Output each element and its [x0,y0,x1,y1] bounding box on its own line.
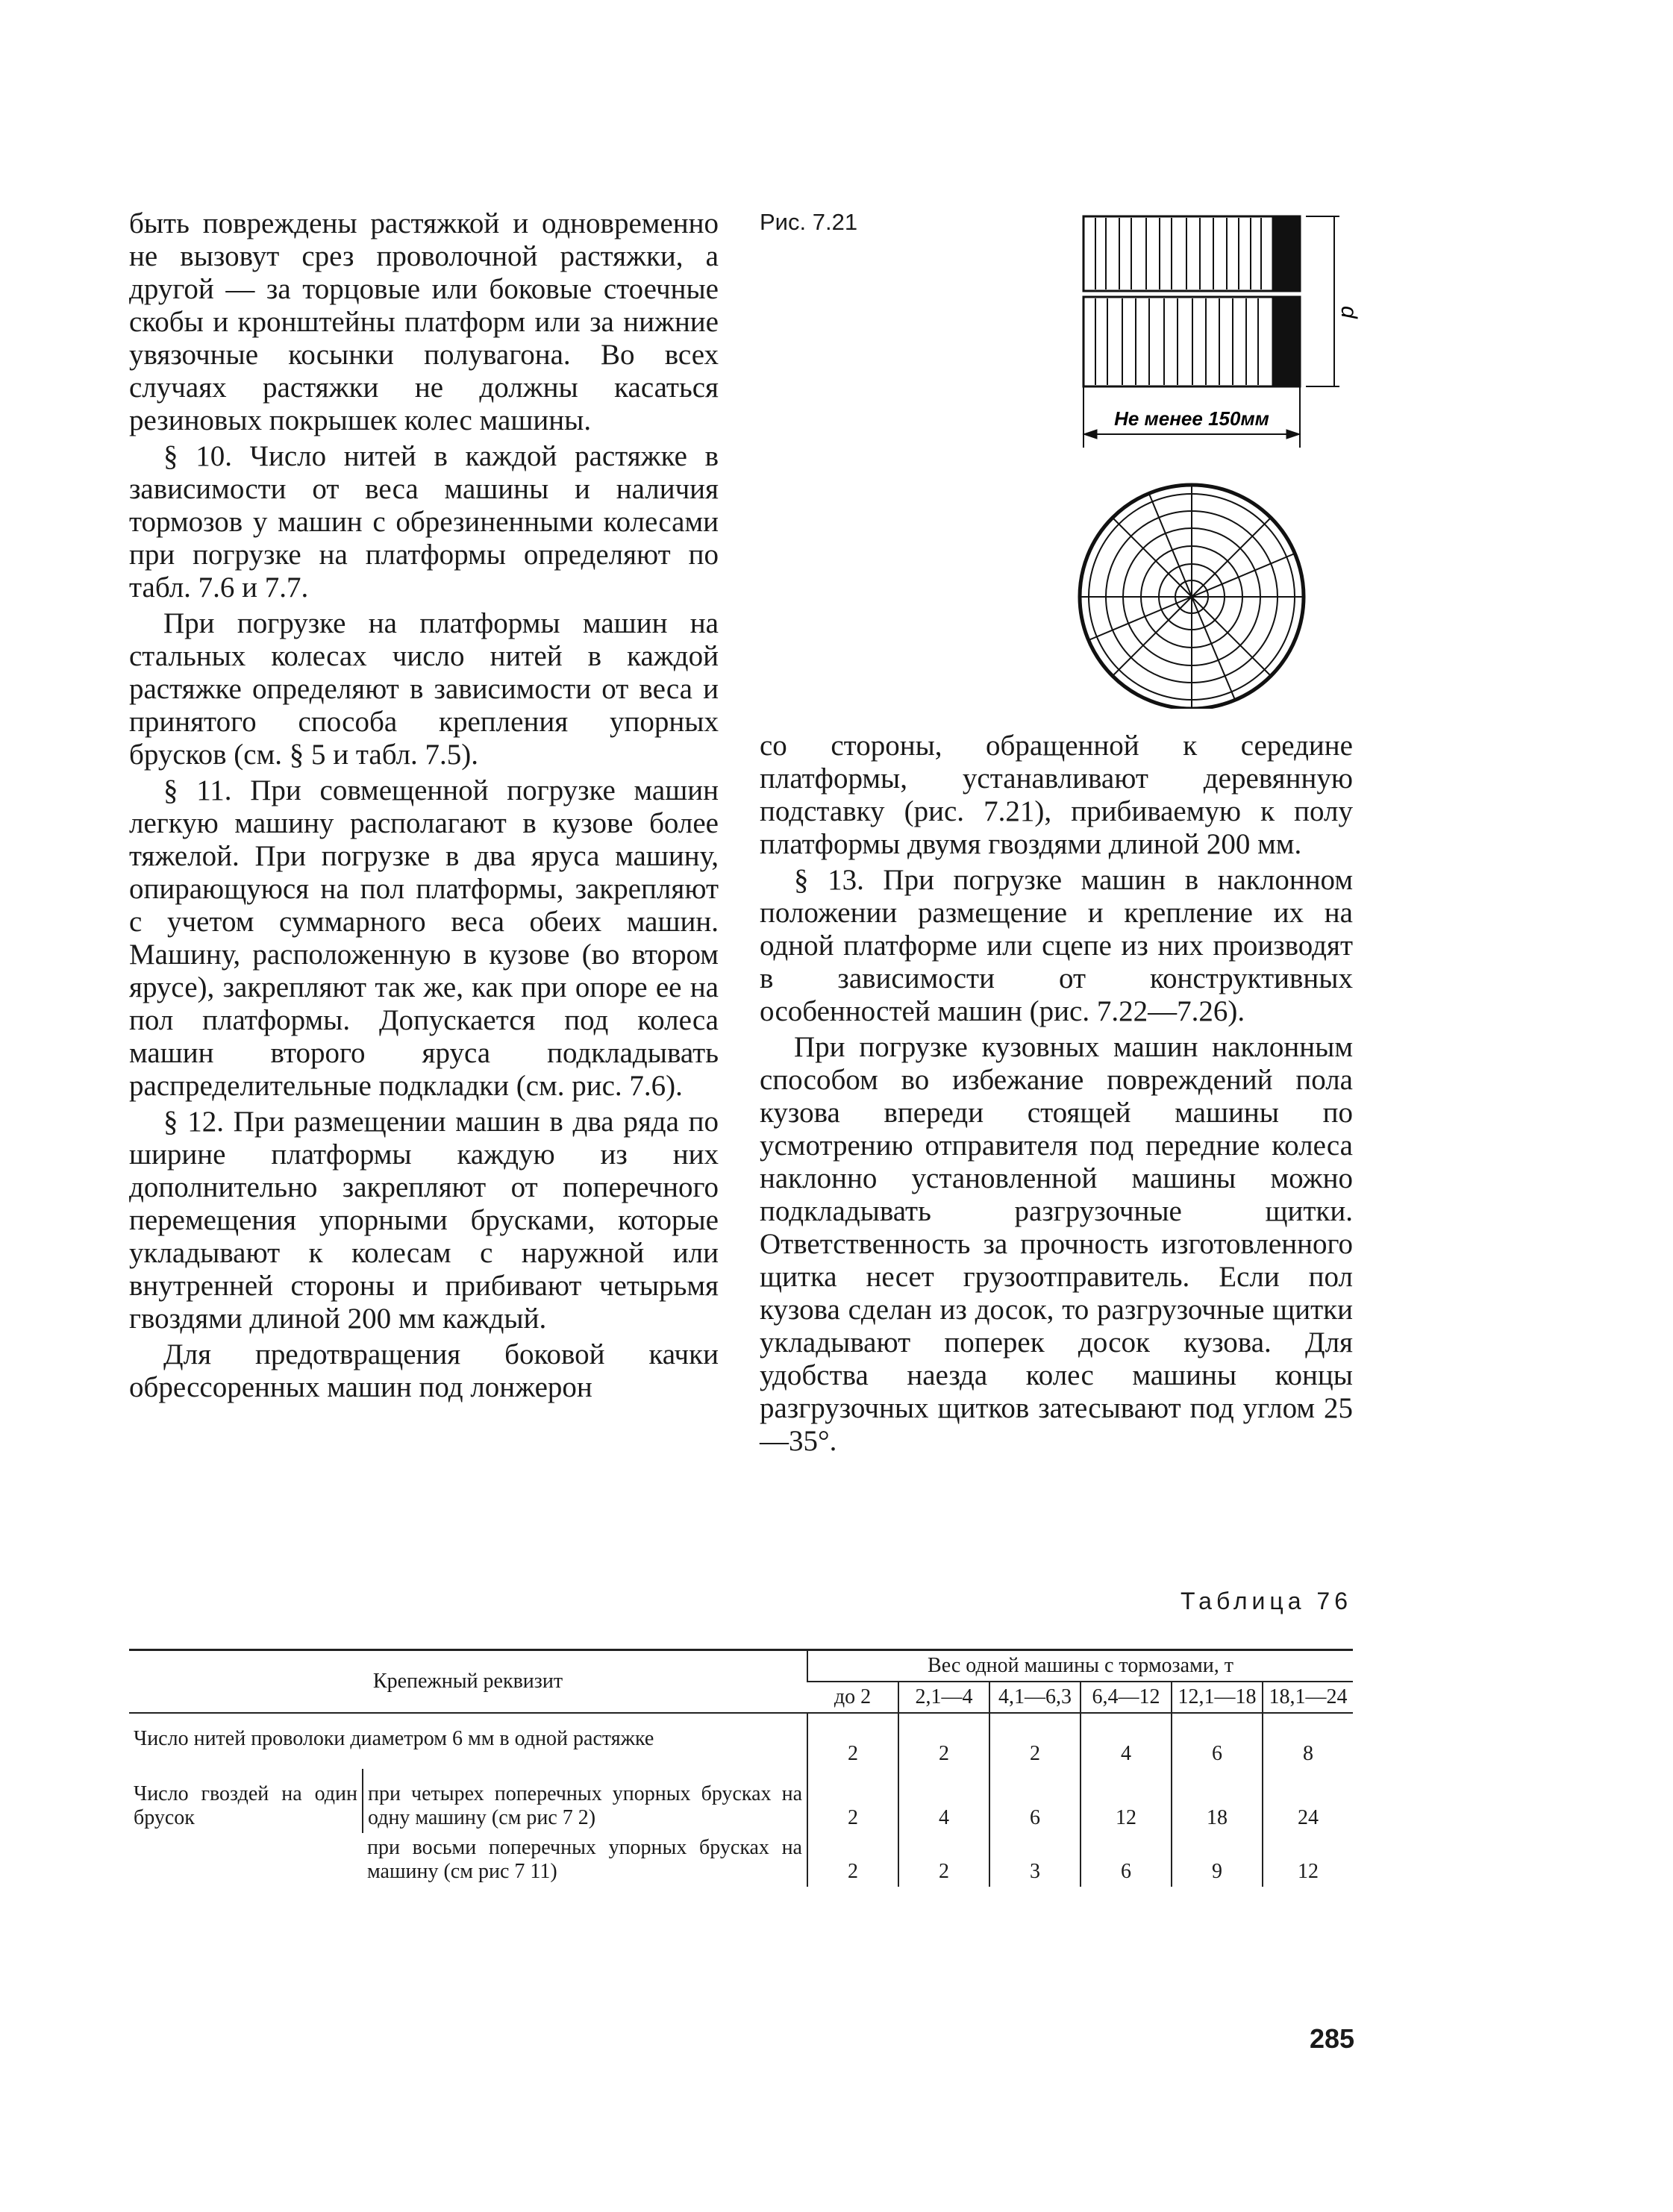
table-cell: 3 [989,1833,1081,1887]
column-header: до 2 [807,1682,898,1713]
table-cell: 2 [807,1713,898,1769]
dimension-d-label: d [1336,306,1361,319]
table-cell: 4 [898,1769,989,1833]
column-header: 12,1—18 [1172,1682,1263,1713]
column-header: 18,1—24 [1263,1682,1353,1713]
table-title: Таблица 76 [1181,1588,1352,1614]
table-cell: 12 [1263,1833,1353,1887]
paragraph: быть повреждены растяжкой и одновременно не вызовут срез проволочной растяжки, а другой — за торцовые или боковые стоечные скобы и кронштейны платформ или за нижние увязочные косынки полувагона. Во всех случаях растяжки не должны касаться резиновых покрышек колес машины. [129,207,719,436]
table-cell: 6 [1172,1713,1263,1769]
right-text-column [760,730,1353,1461]
table-cell: 12 [1081,1769,1172,1833]
figure-caption: Рис. 7.21 [760,209,858,235]
fastening-table [129,1649,1353,1887]
table-cell: 24 [1263,1769,1353,1833]
table-cell: 4 [1081,1713,1172,1769]
table-cell: 8 [1263,1713,1353,1769]
table-cell: 2 [989,1713,1081,1769]
table-head-group: Вес одной машины с тормозами, т [807,1650,1353,1682]
row-label: Число нитей проволоки диаметром 6 мм в одной растяжке [134,1727,654,1750]
row-sublabel: при восьми поперечных упорных брусках на машину (см рис 7 11) [367,1836,802,1883]
paragraph: При погрузке кузовных машин наклонным способом во избежание повреждений пола кузова впереди стоящей машины по усмотрению отправителя под передние колеса наклонно установленной машины можно подкладывать разгрузочные щитки. Ответственность за прочность изготовленного щитка несет грузоотправитель. Если пол кузова сделан из досок, то разгрузочные щитки укладывают поперек досок кузова. Для удобства наезда колес машины концы разгрузочных щитков затесывают под углом 25—35°. [760,1031,1353,1457]
table-cell: 6 [1081,1833,1172,1887]
table-row [129,1713,1353,1769]
paragraph: со стороны, обращенной к середине платформы, устанавливают деревянную подставку (рис. 7.21), прибиваемую к полу платформы двумя гвоздями длиной 200 мм. [760,730,1353,860]
figure-wooden-support [1060,201,1373,709]
paragraph: Для предотвращения боковой качки обрессоренных машин под лонжерон [129,1338,719,1403]
left-text-column [129,207,719,1407]
column-header: 6,4—12 [1081,1682,1172,1713]
paragraph: § 13. При погрузке машин в наклонном положении размещение и крепление их на одной платформе или сцепе из них производят в зависимости от конструктивных особенностей машин (рис. 7.22—7.26). [760,864,1353,1027]
table-cell: 2 [898,1713,989,1769]
page-number: 285 [1310,2023,1355,2054]
paragraph: При погрузке на платформы машин на стальных колесах число нитей в каждой растяжке определяют в зависимости от веса и принятого способа крепления упорных брусков (см. § 5 и табл. 7.5). [129,607,719,771]
paragraph: § 10. Число нитей в каждой растяжке в зависимости от веса машины и наличия тормозов у машин с обрезиненными колесами при погрузке на платформы определяют по табл. 7.6 и 7.7. [129,440,719,604]
table-cell: 18 [1172,1769,1263,1833]
table-cell: 2 [898,1833,989,1887]
dimension-width-label: Не менее 150мм [1114,407,1269,430]
table-cell: 2 [807,1833,898,1887]
table-row [129,1769,1353,1833]
table-cell: 9 [1172,1833,1263,1887]
row-sublabel: при четырех поперечных упорных брусках на одну машину (см рис 7 2) [363,1769,807,1833]
paragraph: § 11. При совмещенной погрузке машин легкую машину располагают в кузове более тяжелой. При погрузке в два яруса машину, опирающуюся на пол платформы, закрепляют с учетом суммарного веса обеих машин. Машину, расположенную в кузове (во втором ярусе), закрепляют так же, как при опоре ее на пол платформы. Допускается под колеса машин второго яруса подкладывать распределительные подкладки (см. рис. 7.6). [129,774,719,1102]
table-cell: 2 [807,1769,898,1833]
column-header: 2,1—4 [898,1682,989,1713]
table-cell: 6 [989,1769,1081,1833]
column-header: 4,1—6,3 [989,1682,1081,1713]
row-label: Число гвоздей на один брусок [134,1782,357,1829]
support-end-view [1080,485,1304,709]
table-head-label: Крепежный реквизит [129,1650,807,1714]
paragraph: § 12. При размещении машин в два ряда по ширине платформы каждую из них дополнительно закрепляют от поперечного перемещения упорными брусками, которые укладывают к колесам с наружной или внутренней стороны и прибивают четырьмя гвоздями длиной 200 мм каждый. [129,1106,719,1335]
